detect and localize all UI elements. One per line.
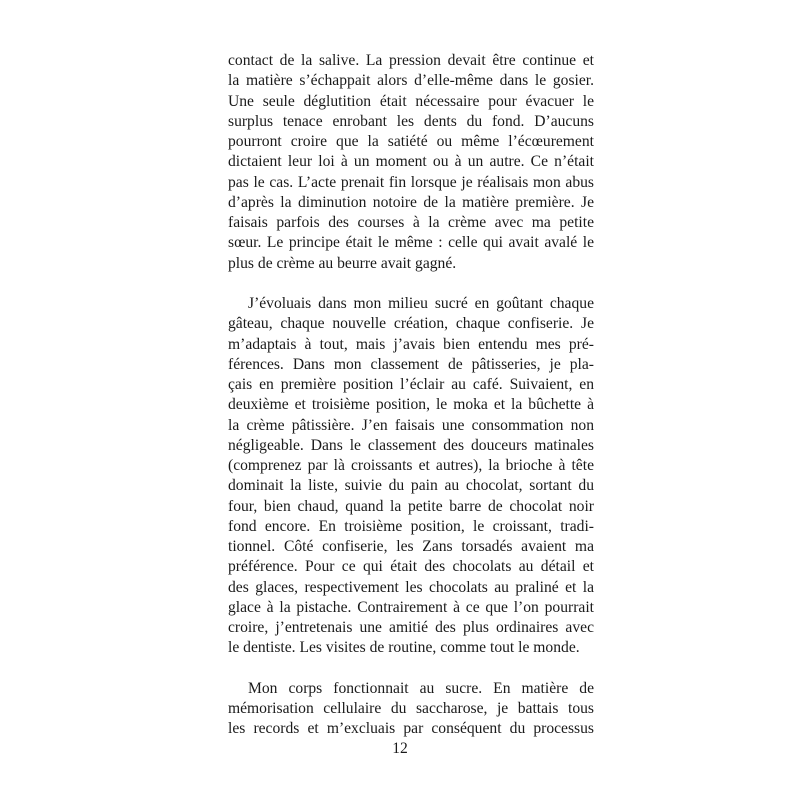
text-line: deuxième et troisième position, le moka et la bûchette à — [228, 396, 594, 414]
text-line: Une seule déglutition était nécessaire pour évacuer le — [228, 92, 594, 110]
text-line: fond encore. En troisième position, le croissant, tradi- — [228, 517, 594, 535]
text-line: (comprenez par là croissants et autres), la brioche à tête — [228, 457, 594, 474]
text-line: glace à la pistache. Contrairement à ce que l’on pourrait — [228, 598, 594, 616]
text-line: pas le cas. L’acte prenait fin lorsque je réalisais mon abus — [228, 173, 594, 191]
text-line: dominait la liste, suivie du pain au chocolat, sortant du — [228, 477, 594, 495]
text-line: la crème pâtissière. J’en faisais une consommation non — [228, 416, 594, 434]
text-line: dictaient leur loi à un moment ou à un autre. Ce n’était — [228, 153, 594, 171]
text-line: préférence. Pour ce qui était des chocolats au détail et — [228, 558, 594, 576]
body-text — [228, 51, 594, 740]
paragraph-gap — [228, 274, 594, 294]
text-line: gâteau, chaque nouvelle création, chaque confiserie. Je — [228, 315, 594, 333]
text-line: d’après la diminution notoire de la matière première. Je — [228, 193, 594, 211]
text-line: sœur. Le principe était le même : celle qui avait avalé le — [228, 234, 594, 252]
paragraph-gap — [228, 659, 594, 679]
text-line: plus de crème au beurre avait gagné. — [228, 254, 457, 272]
text-line: négligeable. Dans le classement des douceurs matinales — [228, 436, 594, 454]
text-line: faisais parfois des courses à la crème avec ma petite — [228, 214, 594, 231]
paragraph-3 — [228, 679, 594, 740]
paragraph-2 — [228, 294, 594, 659]
text-line: çais en première position l’éclair au café. Suivaient, en — [228, 376, 594, 393]
text-line: m’adaptais à tout, mais j’avais bien entendu mes pré- — [228, 335, 594, 353]
text-line: contact de la salive. La pression devait être continue et — [228, 52, 594, 69]
text-line: four, bien chaud, quand la petite barre de chocolat noir — [228, 497, 594, 515]
text-line: la matière s’échappait alors d’elle-même dans le gosier. — [228, 72, 594, 90]
paragraph-1 — [228, 51, 594, 274]
text-line: tionnel. Côté confiserie, les Zans torsadés avaient ma — [228, 538, 594, 555]
text-line: férences. Dans mon classement de pâtisseries, je pla- — [228, 355, 594, 373]
text-line: mémorisation cellulaire du saccharose, je battais tous — [228, 700, 594, 717]
text-line: surplus tenace enrobant les dents du fond. D’aucuns — [228, 112, 594, 130]
text-line: le dentiste. Les visites de routine, comme tout le monde. — [228, 639, 580, 657]
page-number: 12 — [392, 740, 408, 757]
text-line: pourront croire que la satiété ou même l’écœurement — [228, 133, 594, 150]
text-line: des glaces, respectivement les chocolats au praliné et la — [228, 578, 594, 596]
text-line: croire, j’entretenais une amitié des plus ordinaires avec — [228, 619, 594, 636]
text-line: Mon corps fonctionnait au sucre. En matière de — [248, 679, 594, 697]
text-line: J’évoluais dans mon milieu sucré en goûtant chaque — [248, 295, 594, 312]
text-line: les records et m’excluais par conséquent du processus — [228, 720, 594, 738]
